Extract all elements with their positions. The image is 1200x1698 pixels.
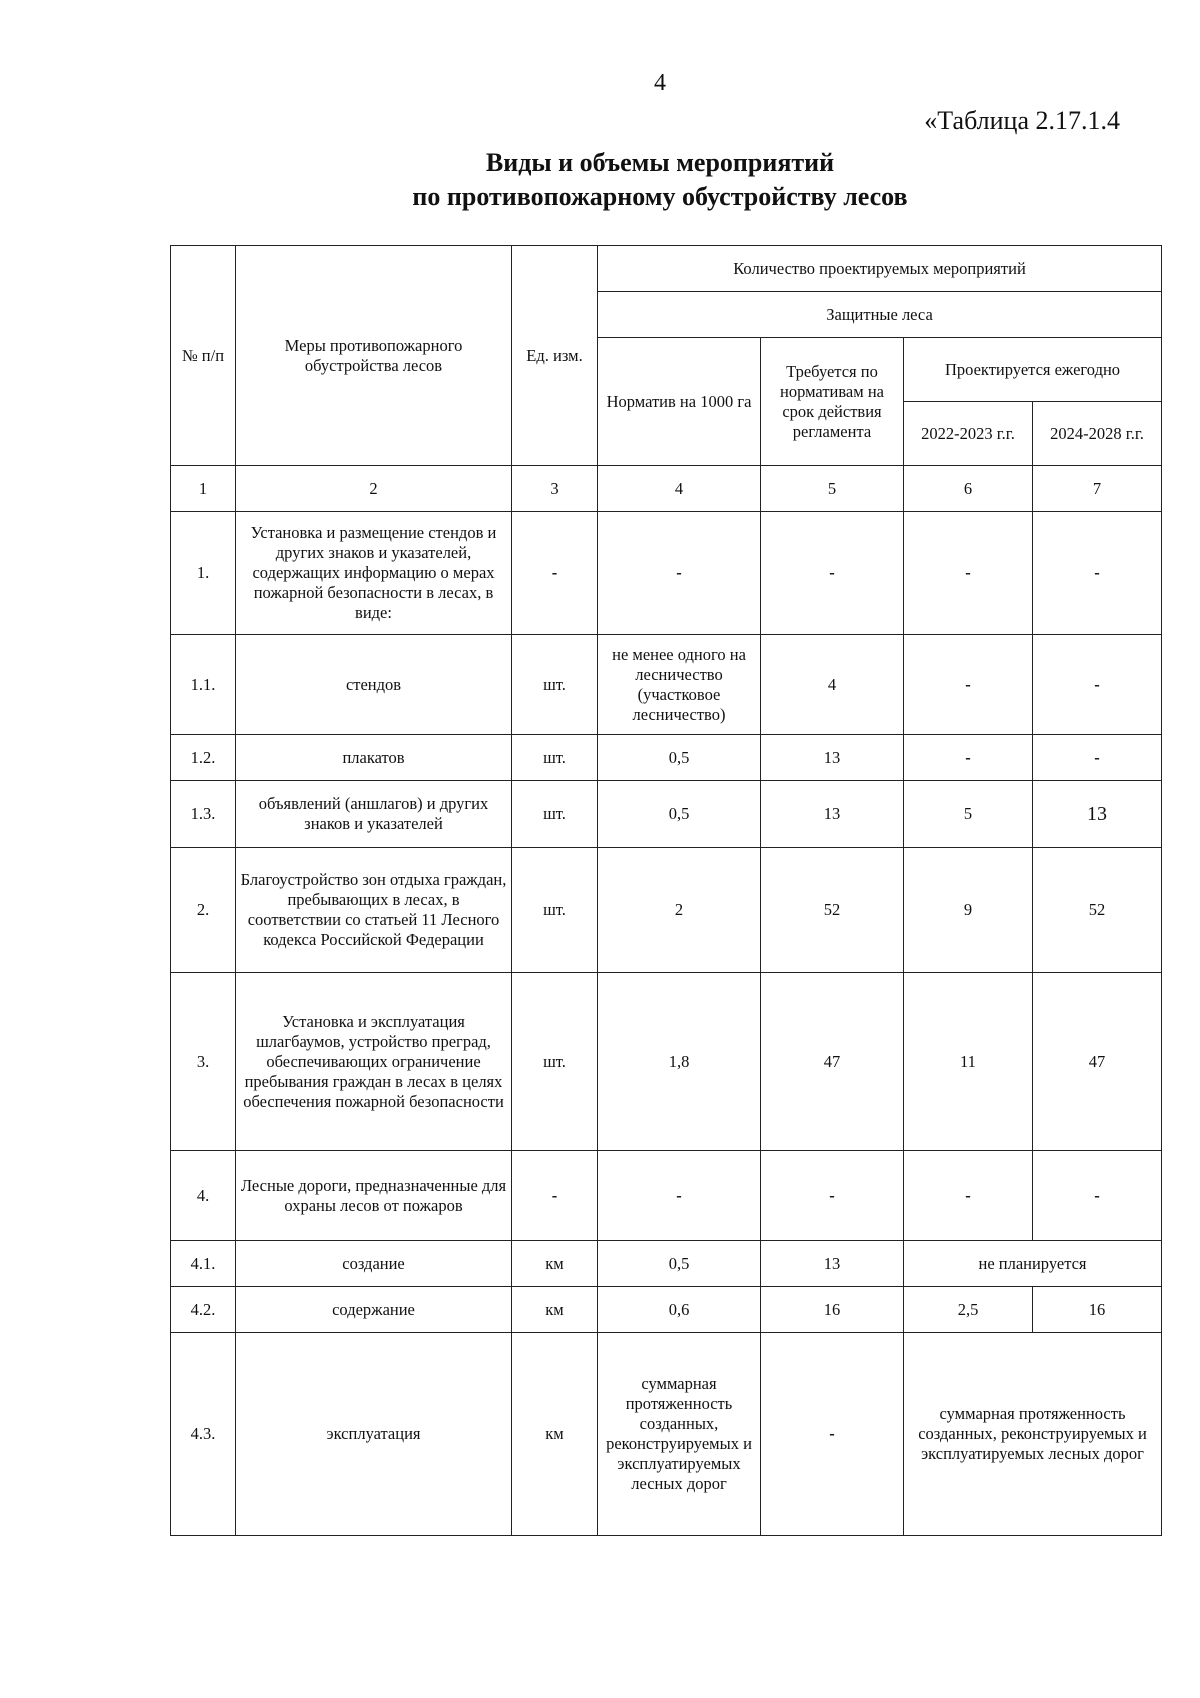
row-period-1: - [904,512,1033,635]
row-measure: создание [236,1241,512,1287]
table-row [171,1241,1162,1287]
row-required: 52 [761,848,904,973]
row-norm: 1,8 [598,973,761,1151]
row-norm: 0,5 [598,735,761,781]
header-annual: Проектируется ежегодно [904,338,1162,402]
row-unit: шт. [512,735,598,781]
row-unit: км [512,1287,598,1333]
row-required: 4 [761,635,904,735]
row-required: 47 [761,973,904,1151]
row-period-2: 13 [1033,781,1162,848]
row-period-1: 9 [904,848,1033,973]
row-number: 1.2. [171,735,236,781]
row-measure: объявлений (аншлагов) и других знаков и указателей [236,781,512,848]
row-annual-merged: суммарная протяженность созданных, реконструируемых и эксплуатируемых лесных дорог [904,1333,1162,1536]
row-number: 4.3. [171,1333,236,1536]
row-unit: шт. [512,848,598,973]
header-required: Требуется по нормативам на срок действия регламента [761,338,904,466]
title-line-1: Виды и объемы мероприятий [485,148,835,177]
table-row [171,973,1162,1151]
header-unit: Ед. изм. [512,246,598,466]
row-period-1: 2,5 [904,1287,1033,1333]
row-unit: шт. [512,635,598,735]
table-reference: «Таблица 2.17.1.4 [924,106,1120,135]
row-period-2: 16 [1033,1287,1162,1333]
header-period-2: 2024-2028 г.г. [1033,402,1162,466]
column-number: 7 [1033,466,1162,512]
column-number-row [171,466,1162,512]
row-unit: шт. [512,781,598,848]
header-quantity: Количество проектируемых мероприятий [598,246,1162,292]
row-measure: Установка и размещение стендов и других знаков и указателей, содержащих информацию о мерах пожарной безопасности в лесах, в виде: [236,512,512,635]
table-row [171,1333,1162,1536]
row-measure: эксплуатация [236,1333,512,1536]
row-number: 4.1. [171,1241,236,1287]
row-period-1: - [904,635,1033,735]
table-row [171,1151,1162,1241]
column-number: 6 [904,466,1033,512]
title-line-2: по противопожарному обустройству лесов [412,182,908,211]
row-measure: Благоустройство зон отдыха граждан, пребывающих в лесах, в соответствии со статьей 11 Лесного кодекса Российской Федерации [236,848,512,973]
row-period-2: 52 [1033,848,1162,973]
row-norm: 0,5 [598,781,761,848]
column-number: 1 [171,466,236,512]
column-number: 5 [761,466,904,512]
row-norm: не менее одного на лесничество (участковое лесничество) [598,635,761,735]
row-norm: 0,6 [598,1287,761,1333]
row-norm: - [598,1151,761,1241]
header-protective-forests: Защитные леса [598,292,1162,338]
row-number: 1. [171,512,236,635]
header-num: № п/п [171,246,236,466]
row-required: 13 [761,735,904,781]
row-period-1: - [904,1151,1033,1241]
table-row [171,848,1162,973]
row-norm: 2 [598,848,761,973]
row-period-2: - [1033,1151,1162,1241]
row-required: 13 [761,1241,904,1287]
row-period-2: 47 [1033,973,1162,1151]
row-unit: - [512,512,598,635]
row-measure: стендов [236,635,512,735]
row-norm: - [598,512,761,635]
row-unit: - [512,1151,598,1241]
row-number: 2. [171,848,236,973]
table-row [171,512,1162,635]
header-period-1: 2022-2023 г.г. [904,402,1033,466]
row-period-2: - [1033,635,1162,735]
row-measure: Лесные дороги, предназначенные для охраны лесов от пожаров [236,1151,512,1241]
row-period-1: 5 [904,781,1033,848]
row-annual-merged: не планируется [904,1241,1162,1287]
row-number: 3. [171,973,236,1151]
row-required: - [761,1151,904,1241]
row-required: - [761,512,904,635]
row-required: 13 [761,781,904,848]
table-row [171,735,1162,781]
row-number: 1.1. [171,635,236,735]
row-measure: плакатов [236,735,512,781]
row-unit: км [512,1333,598,1536]
row-required: - [761,1333,904,1536]
column-number: 2 [236,466,512,512]
row-norm: 0,5 [598,1241,761,1287]
row-period-2: - [1033,735,1162,781]
row-norm: суммарная протяженность созданных, реконструируемых и эксплуатируемых лесных дорог [598,1333,761,1536]
row-unit: шт. [512,973,598,1151]
row-period-2: - [1033,512,1162,635]
row-period-1: 11 [904,973,1033,1151]
header-norm: Норматив на 1000 га [598,338,761,466]
row-measure: содержание [236,1287,512,1333]
page-number: 4 [654,70,666,96]
measures-table [170,245,1162,1536]
row-period-1: - [904,735,1033,781]
row-unit: км [512,1241,598,1287]
row-measure: Установка и эксплуатация шлагбаумов, устройство преград, обеспечивающих ограничение пребывания граждан в лесах в целях обеспечения пожарной безопасности [236,973,512,1151]
table-row [171,1287,1162,1333]
document-title [0,146,1200,214]
table-row [171,781,1162,848]
row-number: 1.3. [171,781,236,848]
header-measure: Меры противопожарного обустройства лесов [236,246,512,466]
row-number: 4. [171,1151,236,1241]
row-required: 16 [761,1287,904,1333]
column-number: 3 [512,466,598,512]
table-row [171,635,1162,735]
row-number: 4.2. [171,1287,236,1333]
column-number: 4 [598,466,761,512]
